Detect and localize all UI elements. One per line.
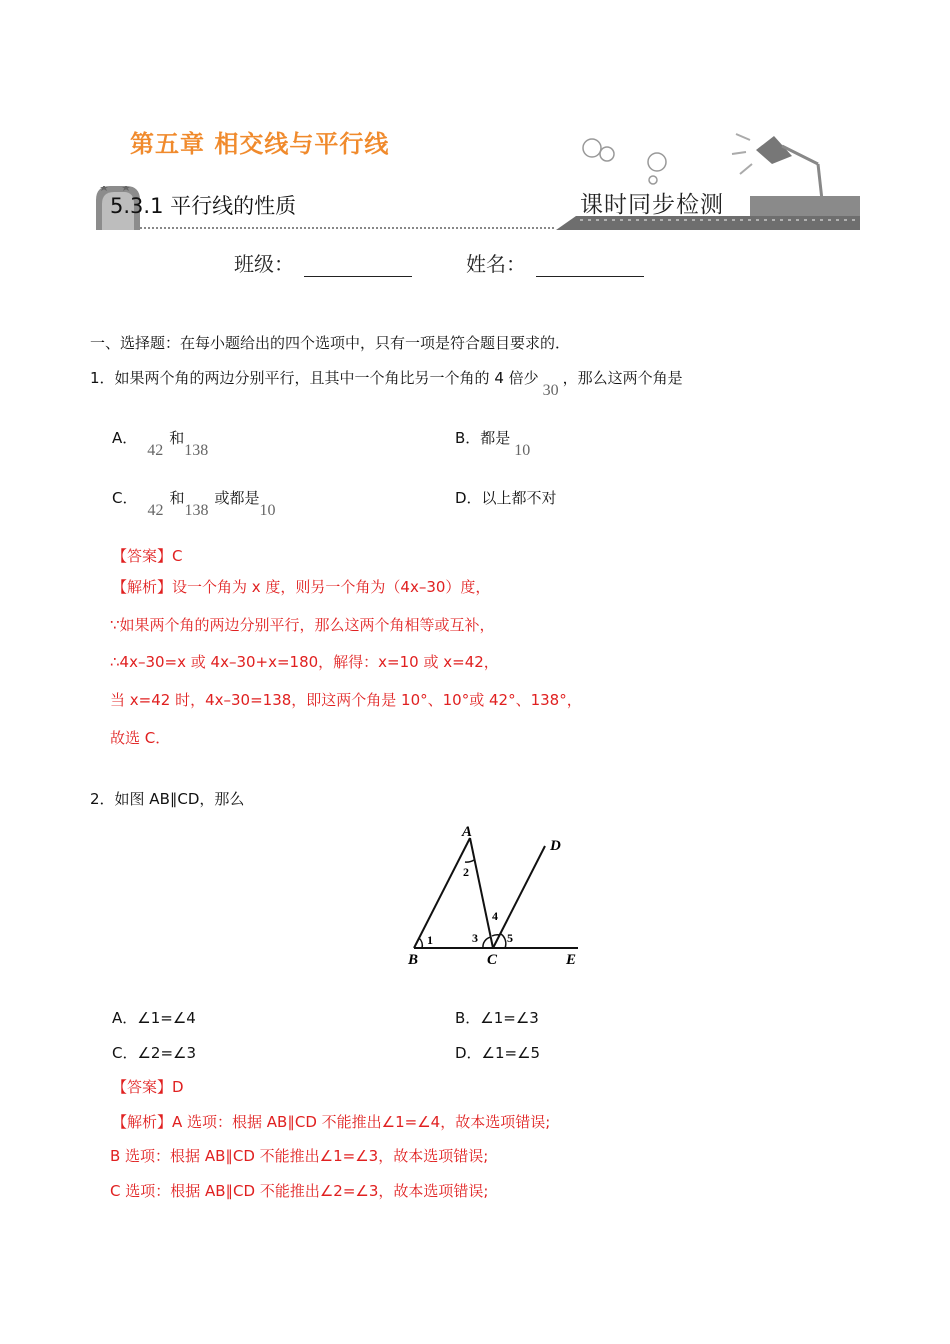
- angle-1-arc: [419, 938, 422, 948]
- q2-option-d[interactable]: D．∠1=∠5: [455, 1044, 541, 1062]
- q1-stem: [90, 368, 683, 399]
- option-number: 10: [514, 442, 531, 459]
- section-title: 5.3.1 平行线的性质: [110, 194, 297, 218]
- q2-geometry-figure: [400, 820, 590, 970]
- q2-option-c[interactable]: C．∠2=∠3: [112, 1044, 197, 1062]
- q1-stem-prefix: 1．如果两个角的两边分别平行，且其中一个角比另一个角的 4 倍少: [90, 369, 539, 387]
- point-c-label: C: [487, 952, 498, 968]
- option-number: 42: [147, 442, 164, 459]
- bubble-decoration: [583, 139, 601, 157]
- q1-option-b[interactable]: [455, 428, 531, 459]
- bubble-decoration: [649, 176, 657, 184]
- q1-stem-suffix: ，那么这两个角是: [562, 369, 683, 387]
- q1-analysis-line: 【解析】设一个角为 x 度，则另一个角为（4x–30）度，: [112, 578, 491, 596]
- angle-3-label: 3: [472, 931, 478, 945]
- q2-stem: 2．如图 AB∥CD，那么: [90, 790, 245, 808]
- q1-option-d[interactable]: [455, 488, 557, 508]
- chapter-title: 第五章 相交线与平行线: [130, 130, 390, 158]
- line-ab: [414, 838, 470, 948]
- q1-analysis-line: 当 x=42 时，4x–30=138，即这两个角是 10°、10°或 42°、138°，: [110, 691, 582, 709]
- option-text: 或都是: [214, 489, 260, 507]
- point-d-label: D: [550, 838, 561, 854]
- section-heading: 一、选择题：在每小题给出的四个选项中，只有一项是符合题目要求的．: [90, 334, 571, 352]
- class-label: 班级：: [234, 252, 294, 276]
- angle-5-arc: [501, 934, 506, 948]
- bubble-decoration: [600, 147, 614, 161]
- point-b-label: B: [408, 952, 419, 968]
- option-number: 10: [259, 502, 276, 519]
- q2-answer: 【答案】D: [112, 1078, 184, 1096]
- angle-3-arc: [483, 937, 491, 948]
- class-blank[interactable]: [304, 257, 412, 277]
- q1-analysis-line: 故选 C．: [110, 729, 171, 747]
- angle-4-label: 4: [492, 909, 498, 923]
- q1-analysis-line: ∵如果两个角的两边分别平行，那么这两个角相等或互补，: [110, 616, 495, 634]
- q2-analysis-line: C 选项：根据 AB∥CD 不能推出∠2=∠3，故本选项错误;: [110, 1182, 489, 1200]
- point-e-label: E: [566, 952, 577, 968]
- line-cd: [493, 846, 545, 948]
- option-label: D．以上都不对: [455, 489, 557, 507]
- angle-5-label: 5: [507, 931, 513, 945]
- q2-analysis-line: B 选项：根据 AB∥CD 不能推出∠1=∠3，故本选项错误;: [110, 1147, 489, 1165]
- option-text: 和: [169, 429, 185, 447]
- point-a-label: A: [462, 824, 473, 840]
- option-text: 和: [169, 489, 185, 507]
- q2-option-b[interactable]: B．∠1=∠3: [455, 1009, 539, 1027]
- q1-option-c[interactable]: [112, 488, 276, 519]
- angle-2-label: 2: [463, 865, 469, 879]
- option-number: 42: [147, 502, 164, 519]
- option-label: C．: [112, 489, 138, 507]
- q1-option-a[interactable]: [112, 428, 209, 459]
- bubble-decoration: [648, 153, 666, 171]
- angle-1-label: 1: [427, 933, 433, 947]
- q2-analysis-line: 【解析】A 选项：根据 AB∥CD 不能推出∠1=∠4，故本选项错误;: [112, 1113, 551, 1131]
- class-field: [234, 248, 412, 277]
- q1-answer: 【答案】C: [112, 547, 183, 565]
- option-number: 138: [184, 502, 209, 519]
- q1-analysis-line: ∴4x–30=x 或 4x–30+x=180，解得：x=10 或 x=42，: [110, 653, 499, 671]
- option-number: 138: [184, 442, 209, 459]
- option-label: B．都是: [455, 429, 511, 447]
- name-field: [466, 248, 644, 277]
- name-label: 姓名：: [466, 252, 526, 276]
- name-blank[interactable]: [536, 257, 644, 277]
- angle-2-arc: [465, 860, 474, 862]
- sync-label: 课时同步检测: [580, 192, 724, 218]
- option-label: A．: [112, 429, 138, 447]
- q1-stem-num: 30: [542, 382, 559, 399]
- q2-option-a[interactable]: A．∠1=∠4: [112, 1009, 196, 1027]
